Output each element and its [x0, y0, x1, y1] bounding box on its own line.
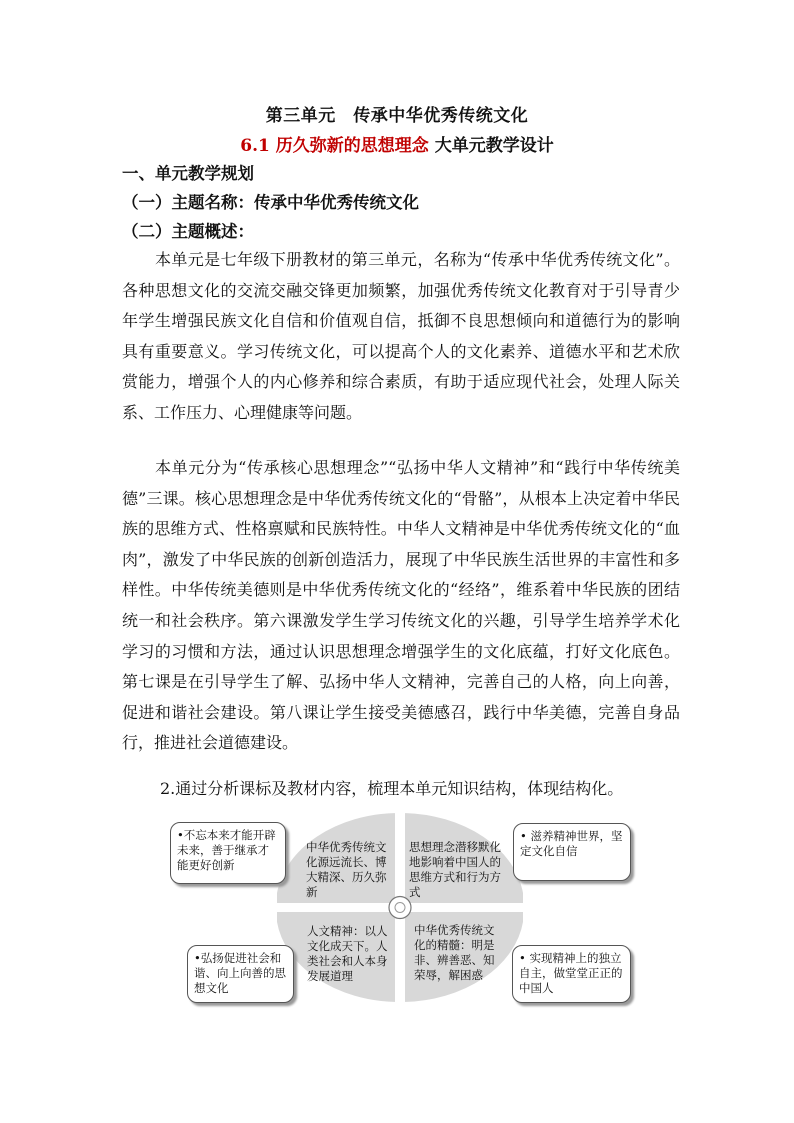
outer-box-top-right: • 滋养精神世界，坚定文化自信 — [513, 823, 631, 881]
outer-box-bottom-right: • 实现精神上的独立自主，做堂堂正正的中国人 — [512, 945, 631, 1003]
knowledge-structure-diagram — [160, 800, 640, 1015]
design-label: 大单元教学设计 — [428, 136, 554, 156]
center-dot — [395, 903, 405, 913]
quadrant-text-bottom-left: 人文精神：以人文化成天下。人类社会和人本身发展道理 — [307, 924, 388, 983]
section-heading-theme-name: （一）主题名称：传承中华优秀传统文化 — [122, 193, 419, 212]
outer-box-bottom-left: •弘扬促进社会和谐、向上向善的思想文化 — [187, 945, 294, 1003]
page-subtitle — [0, 131, 794, 156]
page-title: 第三单元 传承中华优秀传统文化 — [265, 106, 529, 126]
quadrant-text-bottom-right: 中华优秀传统文化的精髓：明是非、辨善恶、知荣辱，解困惑 — [414, 923, 495, 982]
quadrant-text-top-left: 中华优秀传统文化源远流长、博大精深、历久弥新 — [306, 840, 387, 899]
outer-box-top-left: •不忘本来才能开辟未来，善于继承才能更好创新 — [170, 822, 286, 884]
section-heading-theme-overview: （二）主题概述： — [122, 222, 254, 241]
section-heading-1: 一、单元教学规划 — [122, 164, 254, 183]
quadrant-text-top-right: 思想理念潜移默化地影响着中国人的思维方式和行为方式 — [409, 840, 501, 899]
paragraph-overview-1: 本单元是七年级下册教材的第三单元，名称为“传承中华优秀传统文化”。各种思想文化的交流交融交锋更加频繁，加强优秀传统文化教育对于引导青少年学生增强民族文化自信和价值观自信，抵御不良思想倾向和道德行为的影响具有重要意义。学习传统文化，可以提高个人的文化素养、道德水平和艺术欣赏能力，增强个人的内心修养和综合素质，有助于适应现代社会，处理人际关系、工作压力、心理健康等问题。 — [122, 250, 680, 422]
paragraph-structure-note: 2.通过分析课标及教材内容，梳理本单元知识结构，体现结构化。 — [160, 779, 624, 798]
paragraph-overview-2: 本单元分为“传承核心思想理念”“弘扬中华人文精神”和“践行中华传统美德”三课。核心思想理念是中华优秀传统文化的“骨骼”，从根本上决定着中华民族的思维方式、性格禀赋和民族特性。中华人文精神是中华优秀传统文化的“血肉”，激发了中华民族的创新创造活力，展现了中华民族生活世界的丰富性和多样性。中华传统美德则是中华优秀传统文化的“经络”，维系着中华民族的团结统一和社会秩序。第六课激发学生学习传统文化的兴趣，引导学生培养学术化学习的习惯和方法，通过认识思想理念增强学生的文化底蕴，打好文化底色。第七课是在引导学生了解、弘扬中华人文精神，完善自己的人格，向上向善，促进和谐社会建设。第八课让学生接受美德感召，践行中华美德，完善自身品行，推进社会道德建设。 — [122, 458, 680, 753]
lesson-title: 6.1 历久弥新的思想理念 — [240, 136, 429, 156]
